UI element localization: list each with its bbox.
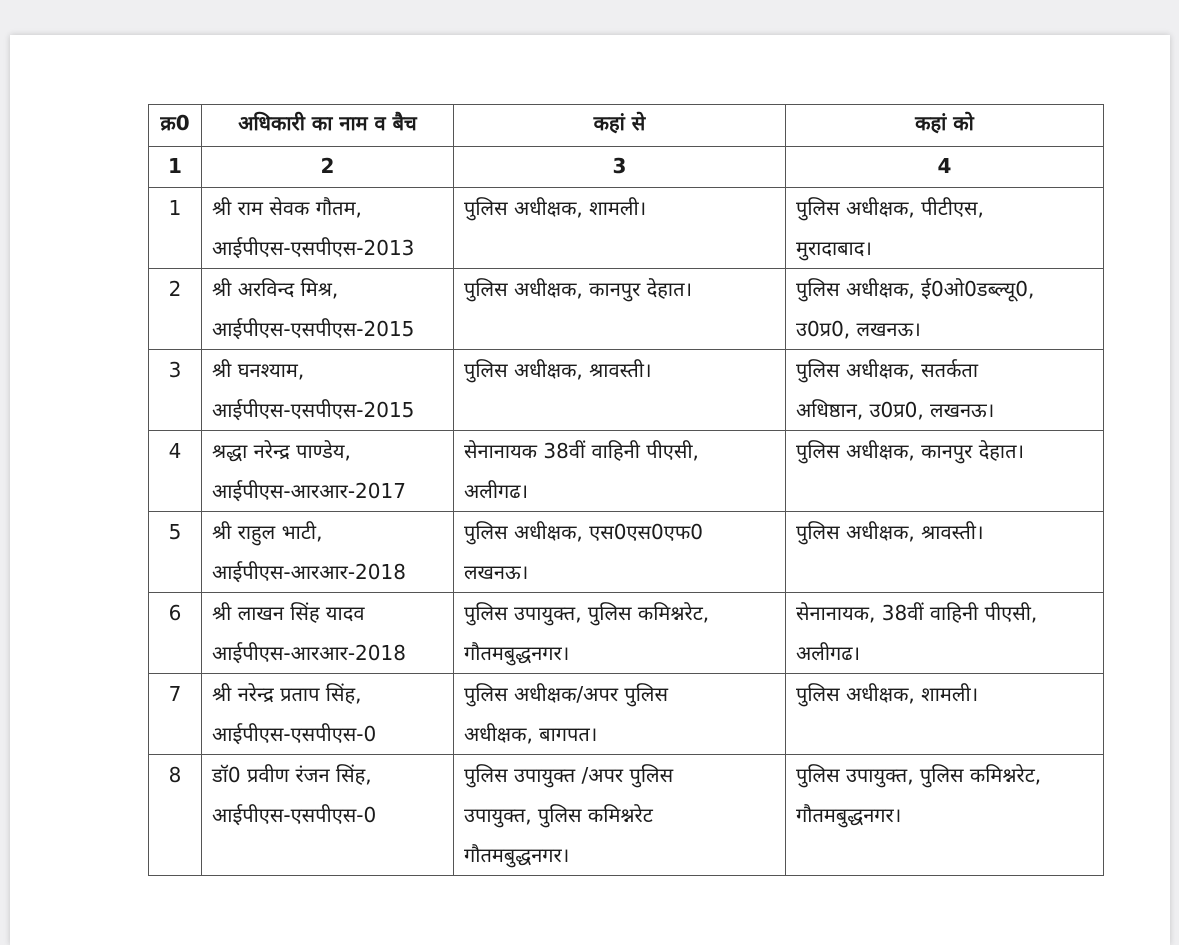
to-text: पुलिस अधीक्षक, शामली। [796,682,979,706]
from-text: पुलिस उपायुक्त, पुलिस कमिश्नरेट, [464,601,710,625]
officer-batch: आईपीएस-आरआर-2018 [212,641,406,665]
from-text: उपायुक्त, पुलिस कमिश्नरेट [464,803,653,827]
from-cell [454,350,786,431]
header-serial: क्र0 [149,105,202,147]
officer-cell [202,269,454,350]
to-text: गौतमबुद्धनगर। [796,803,902,827]
table-row [149,674,1104,755]
serial-cell: 1 [149,188,202,269]
officer-name: श्री राम सेवक गौतम, [212,196,362,220]
from-text: पुलिस अधीक्षक, श्रावस्ती। [464,358,652,382]
from-cell [454,593,786,674]
to-cell [786,431,1104,512]
to-cell [786,512,1104,593]
to-cell [786,269,1104,350]
to-cell [786,593,1104,674]
header-row [149,105,1104,147]
table-row [149,593,1104,674]
document-page [10,35,1170,945]
from-text: पुलिस अधीक्षक, शामली। [464,196,647,220]
from-text: पुलिस अधीक्षक, एस0एस0एफ0 [464,520,703,544]
from-cell [454,755,786,876]
to-text: मुरादाबाद। [796,236,872,260]
from-cell [454,431,786,512]
officer-name: डॉ0 प्रवीण रंजन सिंह, [212,763,372,787]
table-row [149,431,1104,512]
to-text: पुलिस अधीक्षक, कानपुर देहात। [796,439,1025,463]
from-text: सेनानायक 38वीं वाहिनी पीएसी, [464,439,699,463]
table-row [149,188,1104,269]
table-row [149,350,1104,431]
transfer-table [148,104,1104,876]
from-text: अलीगढ। [464,479,529,503]
officer-name: श्री राहुल भाटी, [212,520,323,544]
serial-cell: 6 [149,593,202,674]
officer-batch: आईपीएस-एसपीएस-0 [212,803,377,827]
to-text: पुलिस अधीक्षक, श्रावस्ती। [796,520,984,544]
officer-cell [202,755,454,876]
header-from: कहां से [454,105,786,147]
to-cell [786,674,1104,755]
officer-cell [202,431,454,512]
from-text: गौतमबुद्धनगर। [464,641,570,665]
from-text: पुलिस उपायुक्त /अपर पुलिस [464,763,674,787]
from-text: गौतमबुद्धनगर। [464,843,570,867]
to-text: पुलिस अधीक्षक, ई0ओ0डब्ल्यू0, [796,277,1035,301]
officer-cell [202,674,454,755]
from-cell [454,674,786,755]
serial-cell: 8 [149,755,202,876]
to-text: पुलिस अधीक्षक, पीटीएस, [796,196,984,220]
table-row [149,512,1104,593]
from-text: लखनऊ। [464,560,529,584]
table-row [149,269,1104,350]
column-number-row [149,147,1104,188]
to-cell [786,755,1104,876]
officer-name: श्रद्धा नरेन्द्र पाण्डेय, [212,439,351,463]
officer-cell [202,188,454,269]
officer-name: श्री लाखन सिंह यादव [212,601,365,625]
officer-name: श्री अरविन्द मिश्र, [212,277,339,301]
from-text: पुलिस अधीक्षक/अपर पुलिस [464,682,668,706]
serial-cell: 5 [149,512,202,593]
to-text: सेनानायक, 38वीं वाहिनी पीएसी, [796,601,1038,625]
to-text: पुलिस उपायुक्त, पुलिस कमिश्नरेट, [796,763,1042,787]
to-text: पुलिस अधीक्षक, सतर्कता [796,358,979,382]
officer-name: श्री नरेन्द्र प्रताप सिंह, [212,682,362,706]
officer-cell [202,350,454,431]
column-number: 3 [454,147,786,188]
from-text: अधीक्षक, बागपत। [464,722,598,746]
from-text: पुलिस अधीक्षक, कानपुर देहात। [464,277,693,301]
table-header [149,105,1104,188]
to-text: उ0प्र0, लखनऊ। [796,317,921,341]
header-to: कहां को [786,105,1104,147]
serial-cell: 2 [149,269,202,350]
column-number: 4 [786,147,1104,188]
to-text: अलीगढ। [796,641,861,665]
officer-batch: आईपीएस-एसपीएस-2015 [212,398,415,422]
officer-batch: आईपीएस-आरआर-2017 [212,479,406,503]
officer-cell [202,512,454,593]
serial-cell: 7 [149,674,202,755]
to-cell [786,188,1104,269]
officer-name: श्री घनश्याम, [212,358,305,382]
header-officer-name-batch: अधिकारी का नाम व बैच [202,105,454,147]
table-body [149,188,1104,876]
from-cell [454,269,786,350]
serial-cell: 4 [149,431,202,512]
serial-cell: 3 [149,350,202,431]
officer-batch: आईपीएस-आरआर-2018 [212,560,406,584]
column-number: 2 [202,147,454,188]
from-cell [454,188,786,269]
officer-batch: आईपीएस-एसपीएस-0 [212,722,377,746]
to-text: अधिष्ठान, उ0प्र0, लखनऊ। [796,398,995,422]
from-cell [454,512,786,593]
column-number: 1 [149,147,202,188]
to-cell [786,350,1104,431]
officer-cell [202,593,454,674]
officer-batch: आईपीएस-एसपीएस-2013 [212,236,415,260]
officer-batch: आईपीएस-एसपीएस-2015 [212,317,415,341]
table-row [149,755,1104,876]
